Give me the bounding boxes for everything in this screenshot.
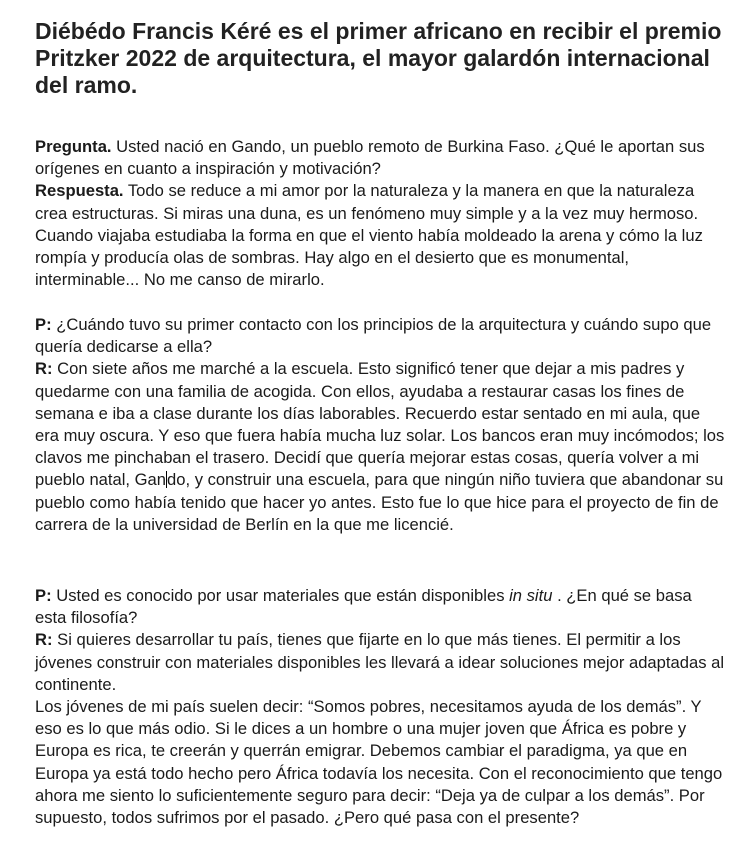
question-1 [35,136,725,180]
answer-label: R: [35,359,53,379]
qa-block-1 [35,136,725,291]
answer-text: Con siete años me marché a la escuela. Esto significó tener que dejar a mis padres y quedarme con una familia de acogida. Con ellos, ayudaba a restaurar casas los fines de semana e iba a clase durante los días laborables. Recuerdo estar sentado en mi aula, que era muy oscura. Y eso que fuera había mucha luz solar. Los bancos eran muy incómodos; los clavos me pinchaban el trasero. Decidí que quería mejorar estas cosas, quería volver a mi pueblo natal, Gan [35,359,725,490]
question-text: Usted nació en Gando, un pueblo remoto de Burkina Faso. ¿Qué le aportan sus orígenes en cuanto a inspiración y motivación? [35,137,705,179]
answer-1 [35,180,725,291]
question-text: Usted es conocido por usar materiales que están disponibles [51,586,510,605]
question-label: P: [35,586,52,605]
answer-label: R: [35,630,53,650]
question-label: P: [35,315,52,334]
question-text: ¿Cuándo tuvo su primer contacto con los principios de la arquitectura y cuándo supo que quería dedicarse a ella? [35,315,712,357]
document-page [35,18,725,828]
answer-text-continued: do, y construir una escuela, para que ningún niño tuviera que abandonar su pueblo como había tenido que hacer yo antes. Esto fue lo que hice para el proyecto de fin de carrera de la universidad de Berlín en la que me licencié. [35,470,724,534]
qa-block-2 [35,314,725,536]
article-title: Diébédo Francis Kéré es el primer africano en recibir el premio Pritzker 2022 de arquitectura, el mayor galardón internacional del ramo. [35,18,722,98]
question-label: Pregunta. [35,137,112,156]
qa-block-3 [35,585,725,829]
question-2 [35,314,725,358]
answer-text: Si quieres desarrollar tu país, tienes que fijarte en lo que más tienes. El permitir a los jóvenes construir con materiales disponibles les llevará a idear soluciones mejor adaptadas al continente. [35,630,725,694]
answer-3-paragraph: Los jóvenes de mi país suelen decir: “Somos pobres, necesitamos ayuda de los demás”. Y eso es lo que más odio. Si le dices a un hombre o una mujer joven que África es pobre y Europa es rica, te creerán y querrán emigrar. Debemos cambiar el paradigma, ya que en Europa ya está todo hecho pero África todavía los necesita. Con el reconocimiento que tengo ahora me siento lo suficientemente seguro para decir: “Deja ya de culpar a los demás”. Por supuesto, todos sufrimos por el pasado. ¿Pero qué pasa con el presente? [35,697,723,828]
answer-label: Respuesta. [35,181,124,201]
question-text-end: . ¿En qué se basa esta filosofía? [35,586,692,628]
question-3 [35,585,725,629]
answer-3 [35,629,725,696]
answer-2[interactable] [35,358,725,536]
answer-text: Todo se reduce a mi amor por la naturaleza y la manera en que la naturaleza crea estructuras. Si miras una duna, es un fenómeno muy simple y a la vez muy hermoso. Cuando viajaba estudiaba la forma en que el viento había moldeado la arena y cómo la luz rompía y producía olas de sombras. Hay algo en el desierto que es monumental, interminable... No me canso de mirarlo. [35,181,703,290]
question-italic: in situ [509,586,553,605]
